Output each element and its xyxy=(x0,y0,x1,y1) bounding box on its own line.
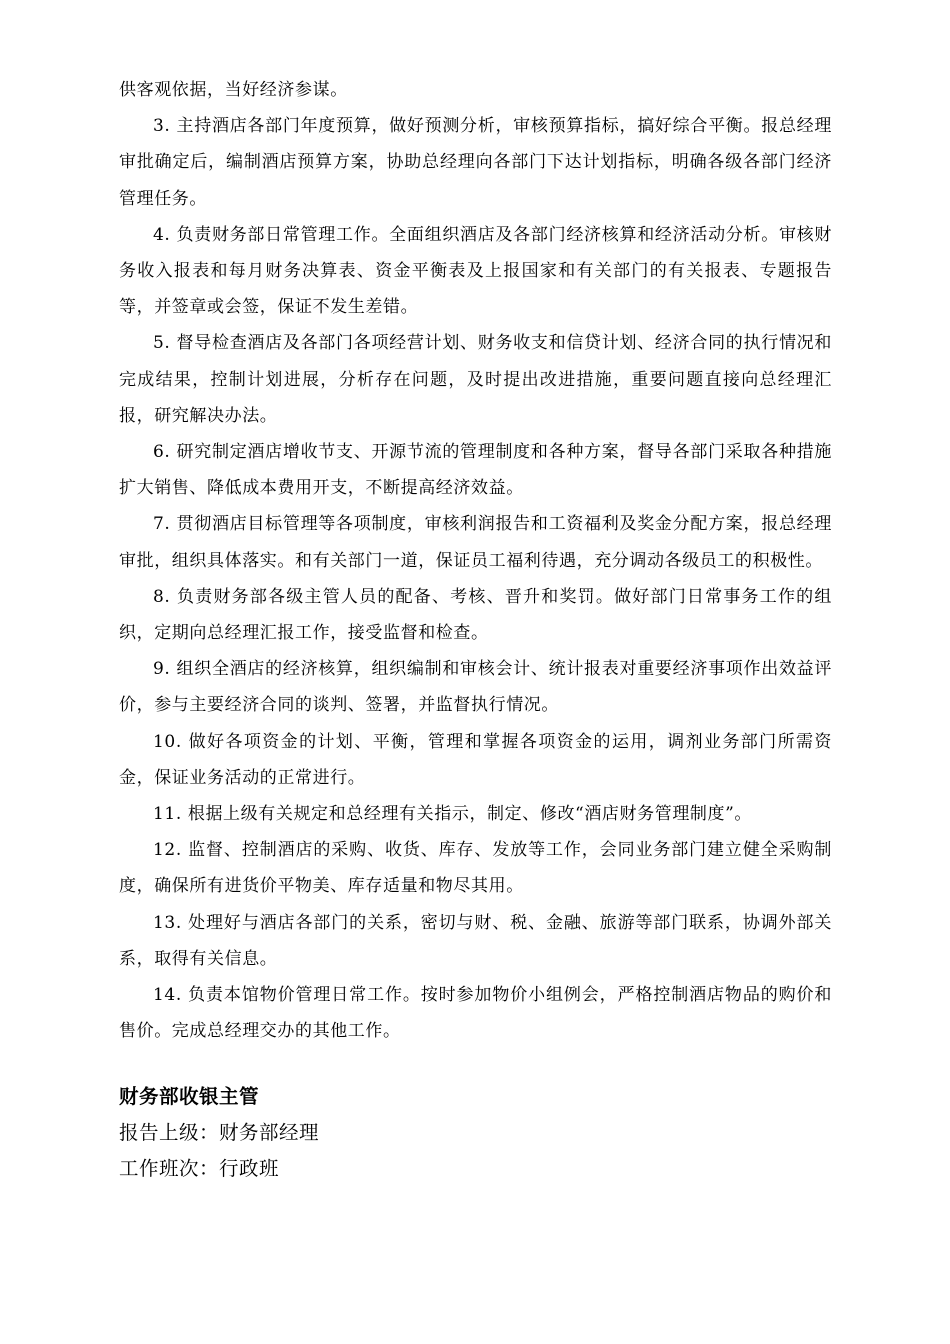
duty-item-5: 5. 督导检查酒店及各部门各项经营计划、财务收支和信贷计划、经济合同的执行情况和完成结果，控制计划进展，分析存在问题，及时提出改进措施，重要问题直接向总经理汇报，研究解决办法。 xyxy=(119,333,832,426)
duty-item-4: 4. 负责财务部日常管理工作。全面组织酒店及各部门经济核算和经济活动分析。审核财务收入报表和每月财务决算表、资金平衡表及上报国家和有关部门的有关报表、专题报告等，并签章或会签，保证不发生差错。 xyxy=(119,224,832,318)
duty-item-7: 7. 贯彻酒店目标管理等各项制度，审核利润报告和工资福利及奖金分配方案，报总经理审批，组织具体落实。和有关部门一道，保证员工福利待遇，充分调动各级员工的积极性。 xyxy=(119,514,832,571)
report-to-line: 报告上级：财务部经理 xyxy=(119,1121,320,1145)
intro-fragment: 供客观依据，当好经济参谋。 xyxy=(119,80,348,100)
duty-item-13: 13. 处理好与酒店各部门的关系，密切与财、税、金融、旅游等部门联系，协调外部关系，取得有关信息。 xyxy=(119,912,832,969)
duty-item-14: 14. 负责本馆物价管理日常工作。按时参加物价小组例会，严格控制酒店物品的购价和售价。完成总经理交办的其他工作。 xyxy=(119,985,832,1042)
shift-line: 工作班次：行政班 xyxy=(119,1157,280,1181)
duty-item-3: 3. 主持酒店各部门年度预算，做好预测分析，审核预算指标，搞好综合平衡。报总经理审批确定后，编制酒店预算方案，协助总经理向各部门下达计划指标，明确各级各部门经济管理任务。 xyxy=(119,116,832,209)
duty-item-8: 8. 负责财务部各级主管人员的配备、考核、晋升和奖罚。做好部门日常事务工作的组织，定期向总经理汇报工作，接受监督和检查。 xyxy=(119,586,832,644)
document-page xyxy=(119,72,832,1187)
duty-item-12: 12. 监督、控制酒店的采购、收货、库存、发放等工作，会同业务部门建立健全采购制度，确保所有进货价平物美、库存适量和物尽其用。 xyxy=(119,840,832,897)
duty-item-11: 11. 根据上级有关规定和总经理有关指示，制定、修改“酒店财务管理制度”。 xyxy=(153,804,753,825)
duty-item-10: 10. 做好各项资金的计划、平衡，管理和掌握各项资金的运用，调剂业务部门所需资金，保证业务活动的正常进行。 xyxy=(119,731,832,788)
duty-item-6: 6. 研究制定酒店增收节支、开源节流的管理制度和各种方案，督导各部门采取各种措施扩大销售、降低成本费用开支，不断提高经济效益。 xyxy=(119,442,832,499)
section-title: 财务部收银主管 xyxy=(119,1085,260,1109)
cashier-supervisor-section xyxy=(119,1079,832,1187)
duty-item-9: 9. 组织全酒店的经济核算，组织编制和审核会计、统计报表对重要经济事项作出效益评价，参与主要经济合同的谈判、签署，并监督执行情况。 xyxy=(119,659,832,716)
